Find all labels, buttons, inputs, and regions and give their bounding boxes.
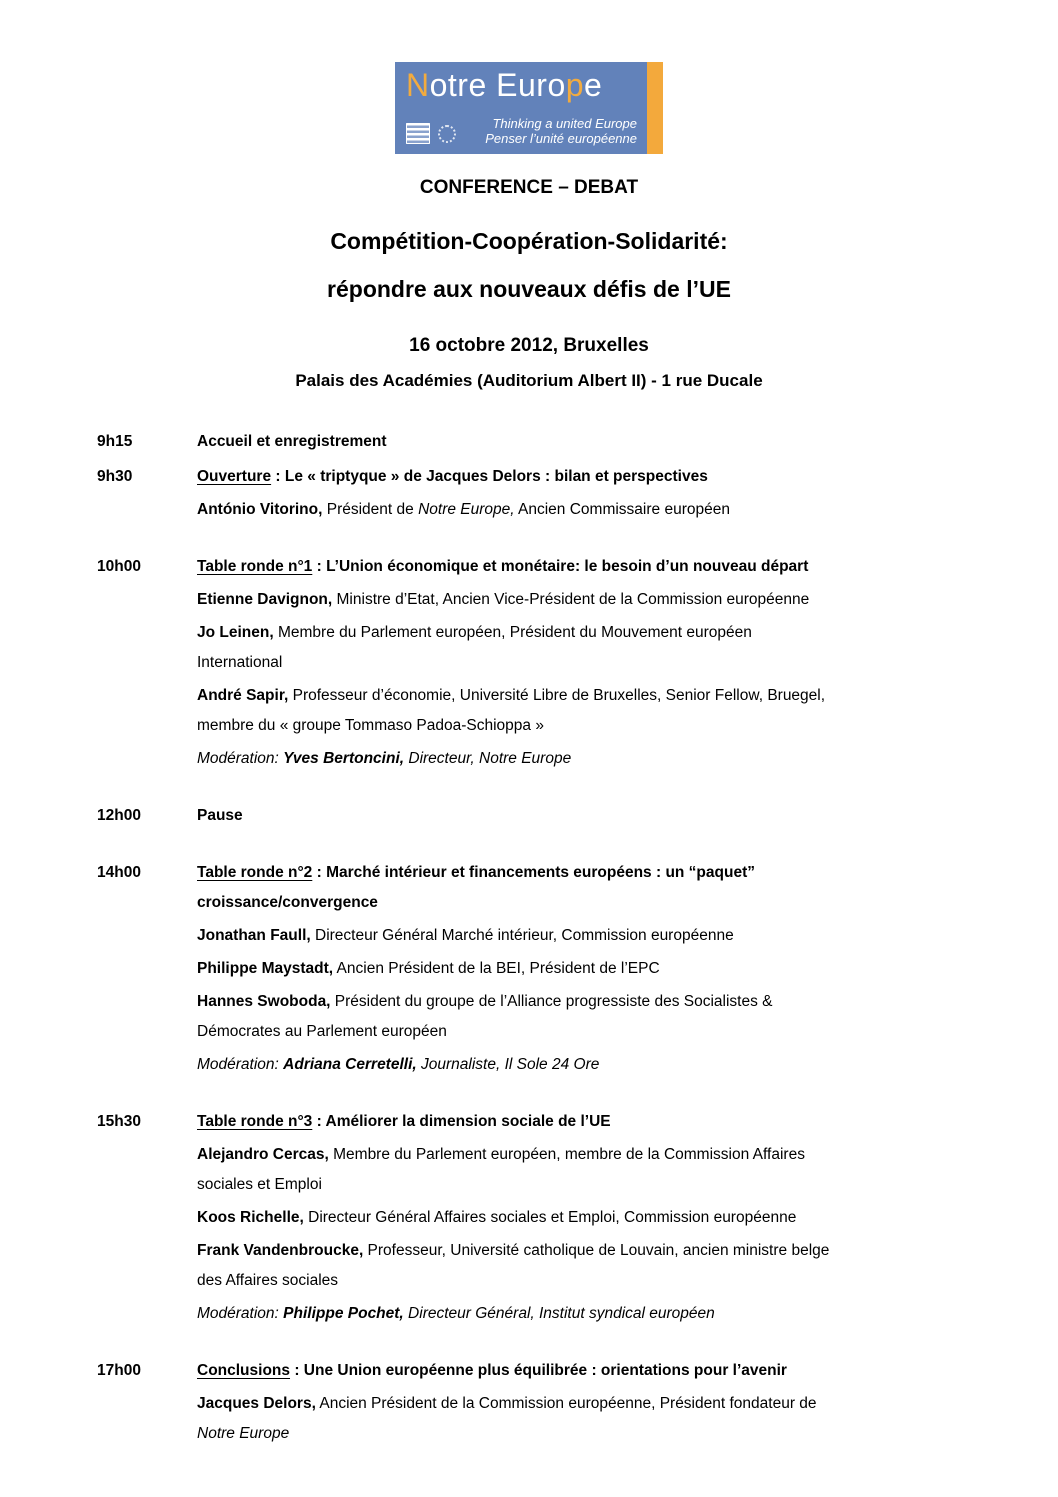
text-segment: Membre du Parlement européen, Président du Mouvement européen: [273, 624, 752, 641]
schedule-time: 10h00: [97, 558, 141, 575]
text-segment: Directeur Général Affaires sociales et Emploi, Commission européenne: [303, 1209, 797, 1226]
schedule-paragraph: [197, 921, 949, 951]
text-segment: Jacques Delors,: [197, 1395, 316, 1412]
schedule-content: [197, 1356, 949, 1452]
logo-icons: [406, 123, 456, 146]
schedule-item: [97, 801, 1058, 834]
text-segment: Jo Leinen,: [197, 624, 274, 641]
text-segment: Ouverture: [197, 468, 272, 485]
schedule-time: 17h00: [97, 1362, 141, 1379]
text-segment: International: [197, 654, 283, 671]
event-venue: Palais des Académies (Auditorium Albert II) - 1 rue Ducale: [295, 371, 763, 390]
event-date: 16 octobre 2012, Bruxelles: [409, 335, 649, 356]
logo-bottom-row: [406, 116, 637, 146]
text-segment: André Sapir,: [197, 687, 289, 704]
schedule-content: [197, 801, 949, 834]
logo-text-end: e: [584, 67, 603, 103]
schedule-time: 14h00: [97, 864, 141, 881]
schedule-paragraph: [197, 585, 949, 615]
document-lines-icon: [406, 123, 430, 144]
text-segment: Démocrates au Parlement européen: [197, 1023, 447, 1040]
text-segment: : L’Union économique et monétaire: le besoin d’un nouveau départ: [312, 558, 809, 575]
logo-text-mid: otre Euro: [429, 67, 566, 103]
text-segment: Ministre d’Etat, Ancien Vice-Président de la Commission européenne: [332, 591, 810, 608]
text-segment: Membre du Parlement européen, membre de la Commission Affaires: [328, 1146, 805, 1163]
schedule-paragraph: [197, 681, 949, 741]
text-segment: Accueil et enregistrement: [197, 433, 387, 450]
text-segment: Président de: [322, 501, 419, 518]
text-segment: Adriana Cerretelli,: [283, 1056, 417, 1073]
text-segment: Président du groupe de l’Alliance progressiste des Socialistes &: [330, 993, 773, 1010]
page-title: [0, 217, 1058, 313]
text-segment: Yves Bertoncini,: [283, 750, 405, 767]
text-segment: Notre Europe,: [418, 501, 515, 518]
schedule-paragraph: [197, 1236, 949, 1296]
schedule-paragraph: [197, 552, 949, 582]
text-segment: António Vitorino,: [197, 501, 323, 518]
text-segment: Table ronde n°1: [197, 558, 313, 575]
text-segment: sociales et Emploi: [197, 1176, 322, 1193]
text-segment: Philippe Pochet,: [283, 1305, 404, 1322]
schedule-paragraph: [197, 427, 949, 457]
schedule-item: [97, 858, 1058, 1083]
schedule-paragraph: [197, 1140, 949, 1200]
schedule-paragraph: [197, 1356, 949, 1386]
text-segment: Professeur d’économie, Université Libre de Bruxelles, Senior Fellow, Bruegel,: [288, 687, 826, 704]
text-segment: Table ronde n°3: [197, 1113, 313, 1130]
schedule-content: [197, 1107, 949, 1332]
schedule-paragraph: [197, 1203, 949, 1233]
text-segment: Conclusions: [197, 1362, 291, 1379]
schedule-paragraph: [197, 858, 949, 918]
schedule-paragraph: [197, 1107, 949, 1137]
schedule-item: [97, 462, 1058, 528]
schedule-item: [97, 427, 1058, 460]
schedule-time: 12h00: [97, 807, 141, 824]
schedule-paragraph: [197, 1299, 949, 1329]
text-segment: : Marché intérieur et financements européens : un “paquet”: [312, 864, 755, 881]
text-segment: : Améliorer la dimension sociale de l’UE: [312, 1113, 611, 1130]
schedule-time: 9h15: [97, 433, 133, 450]
schedule-paragraph: [197, 744, 949, 774]
schedule-content: [197, 858, 949, 1083]
text-segment: Ancien Commissaire européen: [514, 501, 730, 518]
text-segment: Directeur Général, Institut syndical européen: [403, 1305, 715, 1322]
schedule-paragraph: [197, 618, 949, 678]
notre-europe-logo: [395, 62, 663, 154]
logo-blue-panel: [395, 62, 647, 154]
schedule-paragraph: [197, 1389, 949, 1449]
text-segment: Modération:: [197, 1305, 284, 1322]
text-segment: Ancien Président de la BEI, Président de l’EPC: [333, 960, 660, 977]
text-segment: Frank Vandenbroucke,: [197, 1242, 364, 1259]
schedule-paragraph: [197, 462, 949, 492]
text-segment: Jonathan Faull,: [197, 927, 311, 944]
text-segment: Pause: [197, 807, 243, 824]
text-segment: Philippe Maystadt,: [197, 960, 334, 977]
schedule-item: [97, 1107, 1058, 1332]
text-segment: Alejandro Cercas,: [197, 1146, 329, 1163]
text-segment: Koos Richelle,: [197, 1209, 304, 1226]
tagline-english: Thinking a united Europe: [492, 116, 637, 131]
eu-stars-icon: [438, 125, 456, 143]
text-segment: Modération:: [197, 750, 284, 767]
text-segment: Etienne Davignon,: [197, 591, 333, 608]
text-segment: Directeur, Notre Europe: [404, 750, 572, 767]
text-segment: Directeur Général Marché intérieur, Commission européenne: [310, 927, 734, 944]
logo-wrap: [0, 0, 1058, 154]
conference-kicker: CONFERENCE – DEBAT: [419, 177, 639, 198]
schedule-paragraph: [197, 954, 949, 984]
title-line-1: Compétition-Coopération-Solidarité:: [330, 228, 728, 254]
schedule: [0, 427, 1058, 1452]
text-segment: : Le « triptyque » de Jacques Delors : bilan et perspectives: [271, 468, 708, 485]
text-segment: Hannes Swoboda,: [197, 993, 331, 1010]
schedule-item: [97, 1356, 1058, 1452]
text-segment: Ancien Président de la Commission européenne, Président fondateur de: [315, 1395, 817, 1412]
schedule-item: [97, 552, 1058, 777]
logo-brand-text: [406, 69, 637, 103]
logo-tagline: [485, 116, 637, 146]
schedule-time: 9h30: [97, 468, 133, 485]
schedule-content: [197, 552, 949, 777]
title-line-2: répondre aux nouveaux défis de l’UE: [327, 276, 731, 302]
schedule-paragraph: [197, 987, 949, 1047]
schedule-time: 15h30: [97, 1113, 141, 1130]
text-segment: : Une Union européenne plus équilibrée : orientations pour l’avenir: [290, 1362, 787, 1379]
text-segment: Notre Europe: [197, 1425, 290, 1442]
text-segment: membre du « groupe Tommaso Padoa-Schioppa »: [197, 717, 544, 734]
logo-letter-n: N: [406, 67, 430, 103]
schedule-paragraph: [197, 495, 949, 525]
text-segment: des Affaires sociales: [197, 1272, 339, 1289]
text-segment: Professeur, Université catholique de Louvain, ancien ministre belge: [363, 1242, 830, 1259]
schedule-paragraph: [197, 1050, 949, 1080]
text-segment: Table ronde n°2: [197, 864, 313, 881]
schedule-content: [197, 427, 949, 460]
tagline-french: Penser l’unité européenne: [485, 131, 637, 146]
logo-letter-p: p: [565, 67, 585, 103]
text-segment: Modération:: [197, 1056, 284, 1073]
schedule-paragraph: [197, 801, 949, 831]
text-segment: Journaliste, Il Sole 24 Ore: [416, 1056, 600, 1073]
logo-orange-bar: [647, 62, 663, 154]
schedule-content: [197, 462, 949, 528]
text-segment: croissance/convergence: [197, 894, 378, 911]
